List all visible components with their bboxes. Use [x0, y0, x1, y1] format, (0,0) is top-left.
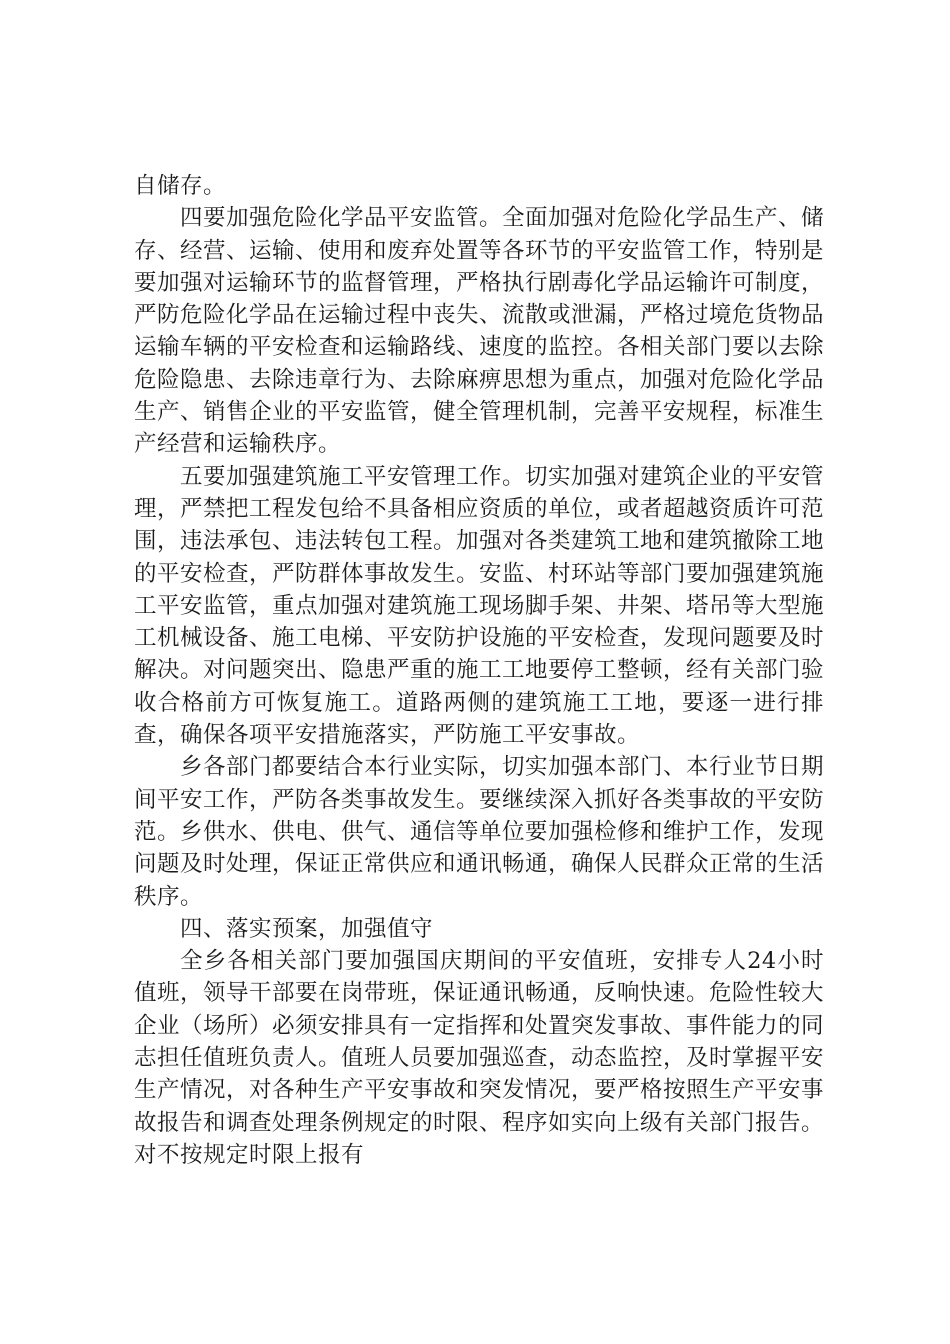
paragraph-construction-safety: 五要加强建筑施工平安管理工作。切实加强对建筑企业的平安管理，严禁把工程发包给不具备相应资质的单位，或者超越资质许可范围，违法承包、违法转包工程。加强对各类建筑工地和建筑撤除工地的平安检查，严防群体事故发生。安监、村环站等部门要加强建筑施工平安监管，重点加强对建筑施工现场脚手架、井架、塔吊等大型施工机械设备、施工电梯、平安防护设施的平安检查，发现问题要及时解决。对问题突出、隐患严重的施工工地要停工整顿，经有关部门验收合格前方可恢复施工。道路两侧的建筑施工工地，要逐一进行排查，确保各项平安措施落实，严防施工平安事故。 — [134, 463, 825, 749]
section-heading: 四、落实预案，加强值守 — [180, 915, 434, 942]
paragraph-continuation: 自储存。 — [134, 173, 227, 199]
paragraph-department-duties: 乡各部门都要结合本行业实际，切实加强本部门、本行业节日期间平安工作，严防各类事故发生。要继续深入抓好各类事故的平安防范。乡供水、供电、供气、通信等单位要加强检修和维护工作，发现问题及时处理，保证正常供应和通讯畅通，确保人民群众正常的生活秩序。 — [134, 754, 825, 910]
paragraph-duty-watch: 全乡各相关部门要加强国庆期间的平安值班，安排专人24小时值班，领导干部要在岗带班，保证通讯畅通，反响快速。危险性较大企业（场所）必须安排具有一定指挥和处置突发事故、事件能力的同志担任值班负责人。值班人员要加强巡查，动态监控，及时掌握平安生产情况，对各种生产平安事故和突发情况，要严格按照生产平安事故报告和调查处理条例规定的时限、程序如实向上级有关部门报告。对不按规定时限上报有 — [134, 948, 825, 1168]
document-body — [134, 170, 824, 1171]
paragraph-hazardous-chemicals: 四要加强危险化学品平安监管。全面加强对危险化学品生产、储存、经营、运输、使用和废弃处置等各环节的平安监管工作，特别是要加强对运输环节的监督管理，严格执行剧毒化学品运输许可制度，严防危险化学品在运输过程中丧失、流散或泄漏，严格过境危货物品运输车辆的平安检查和运输路线、速度的监控。各相关部门要以去除危险隐患、去除违章行为、去除麻痹思想为重点，加强对危险化学品生产、销售企业的平安监管，健全管理机制，完善平安规程，标准生产经营和运输秩序。 — [134, 205, 825, 458]
